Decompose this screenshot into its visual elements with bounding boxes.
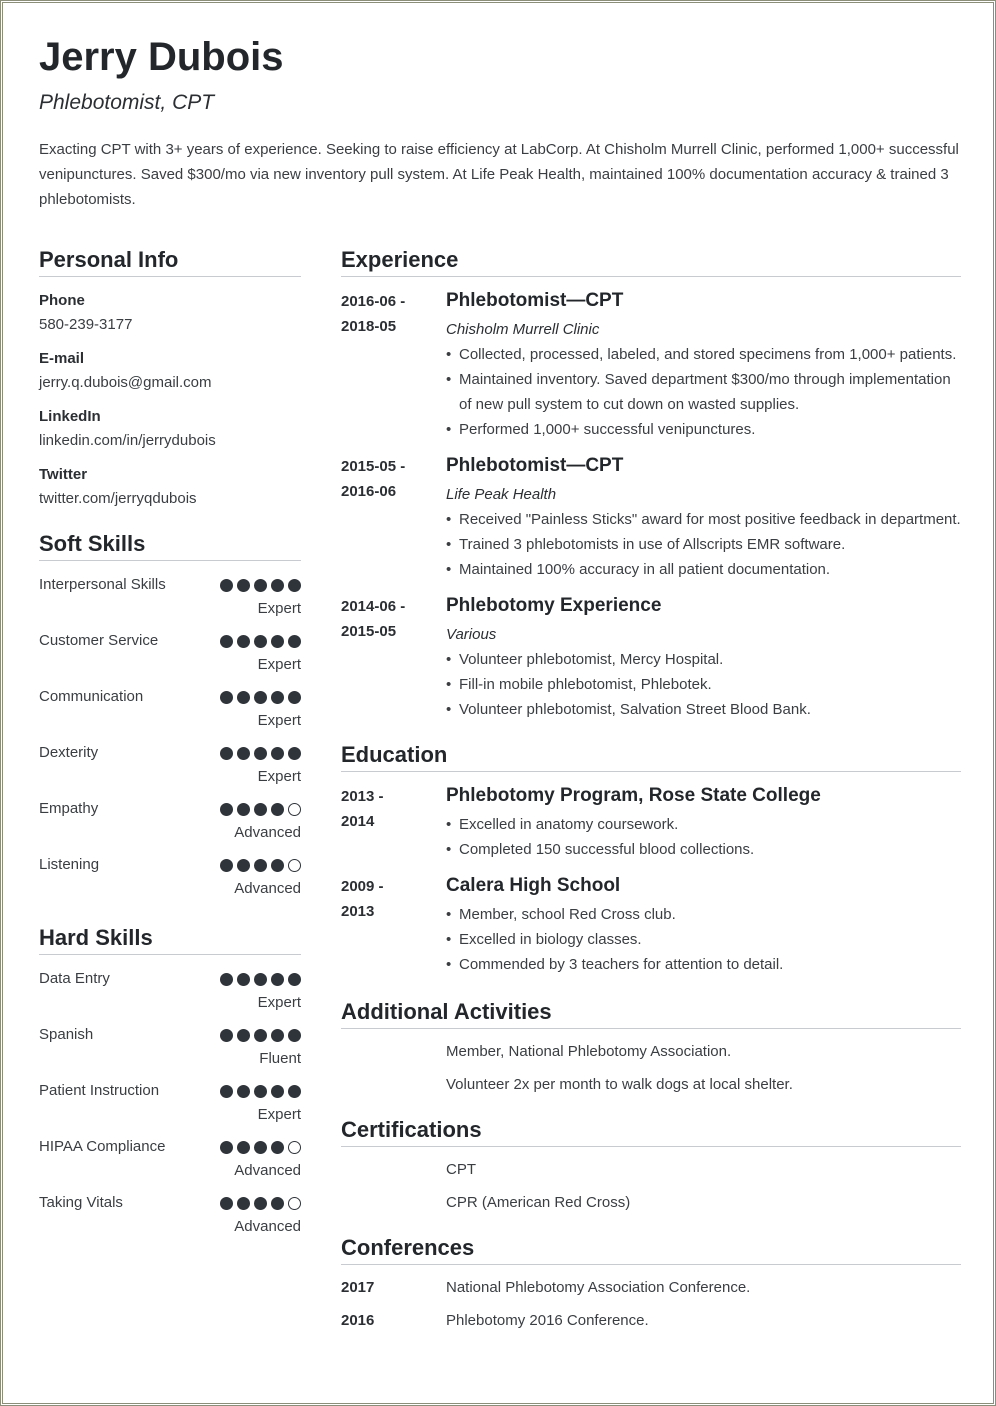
filled-dot-icon — [288, 1029, 301, 1042]
left-column — [39, 247, 301, 1249]
filled-dot-icon — [237, 973, 250, 986]
skill-level: Fluent — [259, 1050, 301, 1067]
soft-skills-heading: Soft Skills — [39, 531, 301, 561]
empty-dot-icon — [288, 1197, 301, 1210]
date-end: 2016-06 — [341, 483, 397, 500]
experience-entry — [341, 454, 961, 582]
filled-dot-icon — [288, 579, 301, 592]
skill-name: HIPAA Compliance — [39, 1138, 166, 1155]
conferences-heading: Conferences — [341, 1235, 961, 1265]
info-label: LinkedIn — [39, 408, 101, 425]
filled-dot-icon — [237, 579, 250, 592]
skill-rating — [220, 579, 301, 592]
education-entry — [341, 784, 961, 862]
bullet-item: • Member, school Red Cross club. — [446, 902, 961, 927]
soft-skills-list — [39, 575, 301, 911]
experience-entry — [341, 289, 961, 442]
entry-bullets — [446, 902, 961, 977]
skill-level: Advanced — [234, 1218, 301, 1235]
filled-dot-icon — [271, 579, 284, 592]
info-value: 580-239-3177 — [39, 316, 133, 333]
bullet-item: • Excelled in biology classes. — [446, 927, 961, 952]
skill-rating — [220, 1085, 301, 1098]
summary: Exacting CPT with 3+ years of experience. Seeking to raise efficiency at LabCorp. At Chisholm Murrell Clinic, performed 1,000+ successful venipunctures. Saved $300/mo via new inventory pull system. At Life Peak Health, maintained 100% documentation accuracy & trained 3 phlebotomists. — [39, 141, 959, 208]
skill-rating — [220, 691, 301, 704]
activities-heading: Additional Activities — [341, 999, 961, 1029]
date-start: 2015-05 - — [341, 458, 406, 475]
filled-dot-icon — [288, 747, 301, 760]
date-end: 2013 — [341, 903, 375, 920]
filled-dot-icon — [237, 859, 250, 872]
entry-org: Various — [446, 626, 497, 643]
activity-item: Member, National Phlebotomy Association. — [446, 1043, 732, 1060]
date-end: 2015-05 — [341, 623, 397, 640]
skill-item — [39, 855, 301, 911]
info-value: twitter.com/jerryqdubois — [39, 490, 197, 507]
filled-dot-icon — [288, 973, 301, 986]
skill-level: Expert — [257, 768, 301, 785]
filled-dot-icon — [271, 691, 284, 704]
entry-date — [341, 874, 431, 924]
entry-title: Phlebotomist—CPT — [446, 290, 624, 311]
skill-rating — [220, 973, 301, 986]
filled-dot-icon — [288, 635, 301, 648]
hard-skills-list — [39, 969, 301, 1249]
conference-name: National Phlebotomy Association Conference. — [446, 1279, 751, 1296]
entry-date — [341, 594, 431, 644]
filled-dot-icon — [271, 973, 284, 986]
filled-dot-icon — [271, 1197, 284, 1210]
filled-dot-icon — [254, 1197, 267, 1210]
skill-name: Spanish — [39, 1026, 94, 1043]
certifications-heading: Certifications — [341, 1117, 961, 1147]
empty-dot-icon — [288, 859, 301, 872]
filled-dot-icon — [271, 803, 284, 816]
entry-org: Life Peak Health — [446, 486, 557, 503]
skill-level: Expert — [257, 712, 301, 729]
date-start: 2013 - — [341, 788, 384, 805]
skill-item — [39, 575, 301, 631]
bullet-item: • Collected, processed, labeled, and stored specimens from 1,000+ patients. — [446, 342, 961, 367]
filled-dot-icon — [237, 635, 250, 648]
filled-dot-icon — [220, 691, 233, 704]
skill-rating — [220, 1197, 301, 1210]
entry-title: Phlebotomist—CPT — [446, 455, 624, 476]
filled-dot-icon — [220, 973, 233, 986]
skill-name: Customer Service — [39, 632, 159, 649]
filled-dot-icon — [220, 635, 233, 648]
bullet-item: • Volunteer phlebotomist, Mercy Hospital. — [446, 647, 961, 672]
skill-item — [39, 969, 301, 1025]
empty-dot-icon — [288, 1141, 301, 1154]
filled-dot-icon — [220, 1141, 233, 1154]
entry-date — [341, 784, 431, 834]
filled-dot-icon — [237, 747, 250, 760]
skill-item — [39, 743, 301, 799]
filled-dot-icon — [237, 1085, 250, 1098]
filled-dot-icon — [237, 1197, 250, 1210]
conferences-list — [341, 1278, 961, 1344]
skill-rating — [220, 859, 301, 872]
bullet-item: • Fill-in mobile phlebotomist, Phlebotek. — [446, 672, 961, 697]
education-heading: Education — [341, 742, 961, 772]
info-label: Twitter — [39, 466, 88, 483]
empty-dot-icon — [288, 803, 301, 816]
skill-name: Interpersonal Skills — [39, 576, 166, 593]
skill-level: Expert — [257, 600, 301, 617]
skill-item — [39, 799, 301, 855]
bullet-item: • Completed 150 successful blood collections. — [446, 837, 961, 862]
education-entry — [341, 874, 961, 977]
filled-dot-icon — [220, 859, 233, 872]
filled-dot-icon — [220, 747, 233, 760]
personal-info-list — [39, 291, 301, 509]
filled-dot-icon — [220, 1197, 233, 1210]
skill-level: Advanced — [234, 880, 301, 897]
skill-name: Taking Vitals — [39, 1194, 123, 1211]
date-end: 2014 — [341, 813, 375, 830]
skill-level: Expert — [257, 656, 301, 673]
filled-dot-icon — [271, 1085, 284, 1098]
filled-dot-icon — [254, 747, 267, 760]
bullet-item: • Performed 1,000+ successful venipunctures. — [446, 417, 961, 442]
skill-rating — [220, 803, 301, 816]
entry-date — [341, 454, 431, 504]
bullet-item: • Maintained inventory. Saved department $300/mo through implementation of new pull system to cut down on wasted supplies. — [446, 367, 961, 417]
skill-name: Dexterity — [39, 744, 99, 761]
bullet-item: • Trained 3 phlebotomists in use of Allscripts EMR software. — [446, 532, 961, 557]
entry-title: Calera High School — [446, 875, 621, 896]
filled-dot-icon — [254, 859, 267, 872]
certification-item: CPT — [446, 1161, 476, 1178]
candidate-title: Phlebotomist, CPT — [39, 91, 215, 114]
candidate-name: Jerry Dubois — [39, 35, 284, 79]
filled-dot-icon — [220, 803, 233, 816]
filled-dot-icon — [237, 803, 250, 816]
filled-dot-icon — [237, 691, 250, 704]
conference-name: Phlebotomy 2016 Conference. — [446, 1312, 649, 1329]
conference-item — [341, 1311, 961, 1344]
skill-item — [39, 1081, 301, 1137]
date-start: 2014-06 - — [341, 598, 406, 615]
entry-title: Phlebotomy Experience — [446, 595, 662, 616]
filled-dot-icon — [271, 859, 284, 872]
hard-skills-heading: Hard Skills — [39, 925, 301, 955]
skill-rating — [220, 747, 301, 760]
filled-dot-icon — [220, 1085, 233, 1098]
filled-dot-icon — [288, 1085, 301, 1098]
filled-dot-icon — [254, 803, 267, 816]
skill-name: Communication — [39, 688, 144, 705]
filled-dot-icon — [254, 1085, 267, 1098]
experience-entry — [341, 594, 961, 722]
skill-rating — [220, 635, 301, 648]
skill-level: Advanced — [234, 1162, 301, 1179]
date-end: 2018-05 — [341, 318, 397, 335]
skill-level: Advanced — [234, 824, 301, 841]
filled-dot-icon — [254, 635, 267, 648]
skill-rating — [220, 1029, 301, 1042]
filled-dot-icon — [220, 579, 233, 592]
skill-name: Listening — [39, 856, 100, 873]
filled-dot-icon — [288, 691, 301, 704]
filled-dot-icon — [254, 1029, 267, 1042]
skill-level: Expert — [257, 994, 301, 1011]
right-column — [341, 247, 961, 1344]
filled-dot-icon — [220, 1029, 233, 1042]
skill-name: Patient Instruction — [39, 1082, 160, 1099]
entry-date — [341, 289, 431, 339]
conference-year: 2017 — [341, 1279, 375, 1296]
entry-bullets — [446, 812, 961, 862]
filled-dot-icon — [271, 1029, 284, 1042]
filled-dot-icon — [271, 747, 284, 760]
entry-bullets — [446, 647, 961, 722]
skill-level: Expert — [257, 1106, 301, 1123]
date-start: 2016-06 - — [341, 293, 406, 310]
bullet-item: • Commended by 3 teachers for attention to detail. — [446, 952, 961, 977]
skill-item — [39, 1193, 301, 1249]
filled-dot-icon — [237, 1029, 250, 1042]
date-start: 2009 - — [341, 878, 384, 895]
info-value: jerry.q.dubois@gmail.com — [39, 374, 212, 391]
filled-dot-icon — [271, 635, 284, 648]
skill-item — [39, 687, 301, 743]
bullet-item: • Excelled in anatomy coursework. — [446, 812, 961, 837]
info-label: E-mail — [39, 350, 85, 367]
personal-info-heading: Personal Info — [39, 247, 301, 277]
experience-heading: Experience — [341, 247, 961, 277]
bullet-item: • Maintained 100% accuracy in all patient documentation. — [446, 557, 961, 582]
entry-title: Phlebotomy Program, Rose State College — [446, 785, 821, 806]
filled-dot-icon — [254, 973, 267, 986]
filled-dot-icon — [254, 579, 267, 592]
bullet-item: • Volunteer phlebotomist, Salvation Street Blood Bank. — [446, 697, 961, 722]
filled-dot-icon — [237, 1141, 250, 1154]
bullet-item: • Received "Painless Sticks" award for most positive feedback in department. — [446, 507, 961, 532]
filled-dot-icon — [254, 1141, 267, 1154]
skill-name: Data Entry — [39, 970, 110, 987]
conference-year: 2016 — [341, 1312, 375, 1329]
certification-item: CPR (American Red Cross) — [446, 1194, 631, 1211]
filled-dot-icon — [254, 691, 267, 704]
skill-item — [39, 631, 301, 687]
entry-org: Chisholm Murrell Clinic — [446, 321, 600, 338]
filled-dot-icon — [271, 1141, 284, 1154]
skill-name: Empathy — [39, 800, 99, 817]
info-value: linkedin.com/in/jerrydubois — [39, 432, 216, 449]
activity-item: Volunteer 2x per month to walk dogs at local shelter. — [446, 1076, 793, 1093]
info-label: Phone — [39, 292, 85, 309]
skill-item — [39, 1025, 301, 1081]
skill-item — [39, 1137, 301, 1193]
skill-rating — [220, 1141, 301, 1154]
entry-bullets — [446, 342, 961, 442]
entry-bullets — [446, 507, 961, 582]
conference-item — [341, 1278, 961, 1311]
